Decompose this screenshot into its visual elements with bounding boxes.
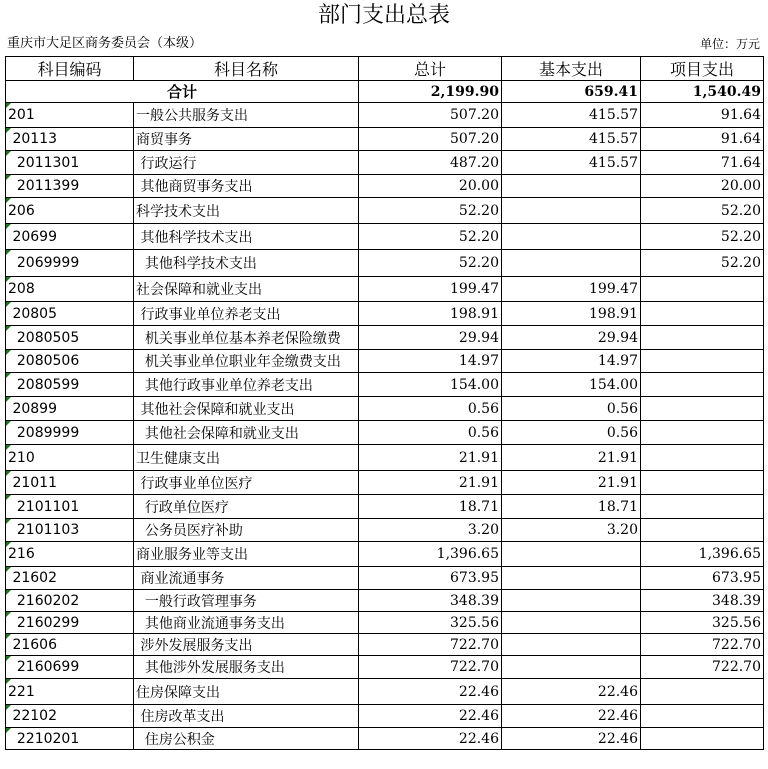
row-total: 14.97 bbox=[359, 350, 502, 373]
table-row bbox=[6, 175, 764, 198]
row-project bbox=[641, 519, 764, 542]
col-header-code: 科目编码 bbox=[6, 57, 134, 81]
row-name: 卫生健康支出 bbox=[134, 445, 359, 471]
row-basic bbox=[502, 198, 641, 224]
row-project bbox=[641, 350, 764, 373]
row-code: 216 bbox=[6, 542, 134, 567]
table-row bbox=[6, 567, 764, 590]
row-code: 2080506 bbox=[6, 350, 134, 373]
row-project bbox=[641, 277, 764, 302]
table-row bbox=[6, 542, 764, 567]
row-total: 722.70 bbox=[359, 656, 502, 679]
row-total: 722.70 bbox=[359, 634, 502, 656]
row-name: 其他科学技术支出 bbox=[134, 224, 359, 250]
row-project bbox=[641, 445, 764, 471]
table-row bbox=[6, 471, 764, 495]
expenditure-table bbox=[5, 56, 764, 750]
row-project: 348.39 bbox=[641, 590, 764, 612]
row-total: 0.56 bbox=[359, 421, 502, 445]
row-basic: 22.46 bbox=[502, 728, 641, 750]
row-project: 1,396.65 bbox=[641, 542, 764, 567]
row-name: 住房公积金 bbox=[134, 728, 359, 750]
row-code: 2160299 bbox=[6, 612, 134, 634]
unit-label: 单位：万元 bbox=[699, 37, 760, 51]
total-label: 合计 bbox=[6, 81, 359, 103]
table-row bbox=[6, 277, 764, 302]
row-code: 2101103 bbox=[6, 519, 134, 542]
row-name: 行政事业单位养老支出 bbox=[134, 302, 359, 326]
row-basic: 415.57 bbox=[502, 103, 641, 128]
row-project bbox=[641, 728, 764, 750]
table-row bbox=[6, 421, 764, 445]
row-total: 18.71 bbox=[359, 495, 502, 519]
row-project bbox=[641, 495, 764, 519]
col-header-name: 科目名称 bbox=[134, 57, 359, 81]
row-project bbox=[641, 471, 764, 495]
row-name: 行政运行 bbox=[134, 151, 359, 175]
row-basic: 415.57 bbox=[502, 151, 641, 175]
table-row bbox=[6, 128, 764, 151]
row-code: 210 bbox=[6, 445, 134, 471]
row-code: 2069999 bbox=[6, 250, 134, 277]
row-name: 商业服务业等支出 bbox=[134, 542, 359, 567]
row-project bbox=[641, 679, 764, 705]
table-row bbox=[6, 151, 764, 175]
row-project: 722.70 bbox=[641, 634, 764, 656]
row-basic: 415.57 bbox=[502, 128, 641, 151]
row-code: 20805 bbox=[6, 302, 134, 326]
table-row bbox=[6, 612, 764, 634]
row-total: 1,396.65 bbox=[359, 542, 502, 567]
row-code: 2101101 bbox=[6, 495, 134, 519]
row-basic: 0.56 bbox=[502, 397, 641, 421]
row-basic bbox=[502, 634, 641, 656]
page-title: 部门支出总表 bbox=[317, 3, 450, 28]
row-project bbox=[641, 373, 764, 397]
row-code: 2011399 bbox=[6, 175, 134, 198]
row-project: 71.64 bbox=[641, 151, 764, 175]
row-name: 社会保障和就业支出 bbox=[134, 277, 359, 302]
row-name: 其他科学技术支出 bbox=[134, 250, 359, 277]
row-name: 商业流通事务 bbox=[134, 567, 359, 590]
row-name: 其他社会保障和就业支出 bbox=[134, 397, 359, 421]
row-total: 52.20 bbox=[359, 250, 502, 277]
table-row bbox=[6, 590, 764, 612]
total-sum: 2,199.90 bbox=[359, 81, 502, 103]
col-header-basic: 基本支出 bbox=[502, 57, 641, 81]
row-total: 20.00 bbox=[359, 175, 502, 198]
row-total: 22.46 bbox=[359, 728, 502, 750]
row-code: 2080599 bbox=[6, 373, 134, 397]
row-basic: 29.94 bbox=[502, 326, 641, 350]
row-project: 20.00 bbox=[641, 175, 764, 198]
row-name: 其他商业流通事务支出 bbox=[134, 612, 359, 634]
row-total: 325.56 bbox=[359, 612, 502, 634]
row-name: 其他涉外发展服务支出 bbox=[134, 656, 359, 679]
row-code: 206 bbox=[6, 198, 134, 224]
table-row bbox=[6, 103, 764, 128]
row-total: 507.20 bbox=[359, 128, 502, 151]
row-basic: 199.47 bbox=[502, 277, 641, 302]
table-row bbox=[6, 326, 764, 350]
row-name: 其他社会保障和就业支出 bbox=[134, 421, 359, 445]
row-project: 52.20 bbox=[641, 224, 764, 250]
row-total: 348.39 bbox=[359, 590, 502, 612]
table-row bbox=[6, 728, 764, 750]
row-total: 0.56 bbox=[359, 397, 502, 421]
table-row bbox=[6, 495, 764, 519]
row-name: 机关事业单位基本养老保险缴费 bbox=[134, 326, 359, 350]
table-row bbox=[6, 445, 764, 471]
row-basic bbox=[502, 567, 641, 590]
row-basic bbox=[502, 175, 641, 198]
row-project bbox=[641, 302, 764, 326]
row-code: 22102 bbox=[6, 705, 134, 728]
row-name: 住房保障支出 bbox=[134, 679, 359, 705]
row-basic bbox=[502, 224, 641, 250]
row-total: 198.91 bbox=[359, 302, 502, 326]
row-code: 20113 bbox=[6, 128, 134, 151]
row-code: 2011301 bbox=[6, 151, 134, 175]
row-basic bbox=[502, 250, 641, 277]
row-total: 21.91 bbox=[359, 445, 502, 471]
row-basic: 154.00 bbox=[502, 373, 641, 397]
row-project: 325.56 bbox=[641, 612, 764, 634]
row-project: 52.20 bbox=[641, 250, 764, 277]
row-code: 2160202 bbox=[6, 590, 134, 612]
row-name: 一般公共服务支出 bbox=[134, 103, 359, 128]
total-basic: 659.41 bbox=[502, 81, 641, 103]
row-code: 21011 bbox=[6, 471, 134, 495]
row-project bbox=[641, 397, 764, 421]
row-name: 其他行政事业单位养老支出 bbox=[134, 373, 359, 397]
total-row bbox=[6, 81, 764, 103]
row-name: 行政单位医疗 bbox=[134, 495, 359, 519]
row-code: 201 bbox=[6, 103, 134, 128]
row-basic: 22.46 bbox=[502, 679, 641, 705]
table-row bbox=[6, 705, 764, 728]
table-row bbox=[6, 634, 764, 656]
row-basic bbox=[502, 542, 641, 567]
row-name: 公务员医疗补助 bbox=[134, 519, 359, 542]
row-project: 673.95 bbox=[641, 567, 764, 590]
table-row bbox=[6, 397, 764, 421]
row-name: 一般行政管理事务 bbox=[134, 590, 359, 612]
row-name: 机关事业单位职业年金缴费支出 bbox=[134, 350, 359, 373]
row-total: 3.20 bbox=[359, 519, 502, 542]
row-total: 29.94 bbox=[359, 326, 502, 350]
table-row bbox=[6, 656, 764, 679]
row-code: 20699 bbox=[6, 224, 134, 250]
row-project: 91.64 bbox=[641, 128, 764, 151]
row-project: 91.64 bbox=[641, 103, 764, 128]
col-header-total: 总计 bbox=[359, 57, 502, 81]
row-basic: 3.20 bbox=[502, 519, 641, 542]
table-row bbox=[6, 302, 764, 326]
row-basic: 21.91 bbox=[502, 445, 641, 471]
row-code: 2080505 bbox=[6, 326, 134, 350]
row-total: 673.95 bbox=[359, 567, 502, 590]
row-code: 21606 bbox=[6, 634, 134, 656]
row-basic: 22.46 bbox=[502, 705, 641, 728]
table-row bbox=[6, 679, 764, 705]
row-total: 154.00 bbox=[359, 373, 502, 397]
row-project bbox=[641, 326, 764, 350]
row-code: 2089999 bbox=[6, 421, 134, 445]
table-row bbox=[6, 519, 764, 542]
table-row bbox=[6, 250, 764, 277]
row-code: 21602 bbox=[6, 567, 134, 590]
row-project bbox=[641, 705, 764, 728]
row-basic bbox=[502, 612, 641, 634]
row-name: 住房改革支出 bbox=[134, 705, 359, 728]
row-basic: 21.91 bbox=[502, 471, 641, 495]
table-row bbox=[6, 373, 764, 397]
row-total: 22.46 bbox=[359, 705, 502, 728]
row-project: 52.20 bbox=[641, 198, 764, 224]
row-total: 507.20 bbox=[359, 103, 502, 128]
row-total: 487.20 bbox=[359, 151, 502, 175]
row-basic: 18.71 bbox=[502, 495, 641, 519]
col-header-project: 项目支出 bbox=[641, 57, 764, 81]
row-name: 商贸事务 bbox=[134, 128, 359, 151]
row-name: 科学技术支出 bbox=[134, 198, 359, 224]
row-total: 52.20 bbox=[359, 224, 502, 250]
row-basic bbox=[502, 656, 641, 679]
row-basic: 14.97 bbox=[502, 350, 641, 373]
row-code: 2160699 bbox=[6, 656, 134, 679]
row-name: 涉外发展服务支出 bbox=[134, 634, 359, 656]
row-project bbox=[641, 421, 764, 445]
row-name: 其他商贸事务支出 bbox=[134, 175, 359, 198]
table-row bbox=[6, 198, 764, 224]
total-project: 1,540.49 bbox=[641, 81, 764, 103]
row-total: 52.20 bbox=[359, 198, 502, 224]
row-basic bbox=[502, 590, 641, 612]
row-code: 20899 bbox=[6, 397, 134, 421]
row-name: 行政事业单位医疗 bbox=[134, 471, 359, 495]
table-row bbox=[6, 350, 764, 373]
table-row bbox=[6, 224, 764, 250]
row-code: 2210201 bbox=[6, 728, 134, 750]
row-total: 199.47 bbox=[359, 277, 502, 302]
row-basic: 0.56 bbox=[502, 421, 641, 445]
row-project: 722.70 bbox=[641, 656, 764, 679]
row-basic: 198.91 bbox=[502, 302, 641, 326]
row-total: 22.46 bbox=[359, 679, 502, 705]
organization-label: 重庆市大足区商务委员会（本级） bbox=[7, 36, 203, 51]
row-code: 221 bbox=[6, 679, 134, 705]
row-code: 208 bbox=[6, 277, 134, 302]
table-header-row bbox=[6, 57, 764, 81]
row-total: 21.91 bbox=[359, 471, 502, 495]
